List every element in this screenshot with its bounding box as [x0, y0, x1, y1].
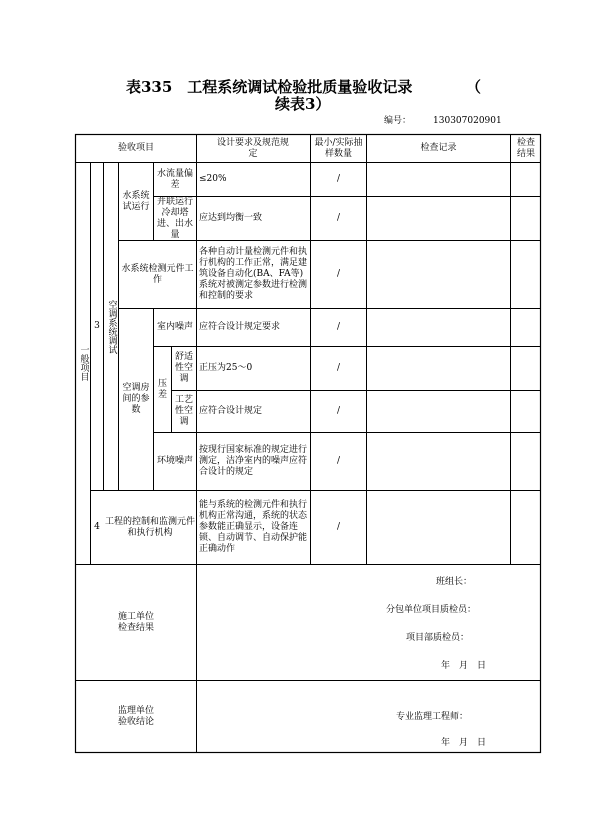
project-qc-label: 项目部质检员：	[406, 633, 470, 643]
title-main: 表335 工程系统调试检验批质量验收记录	[126, 78, 413, 96]
comfort-ac-req: 正压为25～0	[199, 363, 253, 373]
env-noise-label: 环境噪声	[156, 456, 193, 466]
room-params-label: 空调房间的参数	[122, 383, 150, 415]
item-number-4: 4	[94, 522, 100, 532]
header-record: 检查记录	[420, 143, 457, 153]
construction-date: 年 月 日	[441, 661, 487, 671]
header-item: 验收项目	[117, 143, 154, 153]
noise-sample: /	[336, 322, 341, 332]
ac-system-test-label: 空调系统调试	[106, 299, 117, 354]
process-ac-label: 工艺性空调	[174, 395, 193, 427]
code-value: 130307020901	[433, 116, 502, 126]
cooling-tower-req: 应达到均衡一致	[199, 213, 263, 223]
general-items-label: 一般项目	[78, 345, 89, 381]
header-design: 设计要求及规范规定	[217, 137, 290, 159]
control-element-label: 工程的控制和监测元件和执行机构	[104, 516, 195, 538]
supervision-label: 监理单位验收结论	[117, 705, 154, 727]
comfort-ac-label: 舒适性空调	[174, 352, 193, 384]
indoor-noise-req: 应符合设计规定要求	[199, 322, 281, 332]
water-system-label: 水系统试运行	[122, 190, 150, 212]
construction-result-label: 施工单位检查结果	[117, 611, 154, 633]
detect-sample: /	[336, 269, 341, 279]
item-number-3: 3	[94, 321, 100, 331]
process-ac-req: 应符合设计规定	[199, 406, 263, 416]
header-sample: 最小/实际抽样数量	[314, 137, 363, 159]
detect-element-req: 各种自动计量检测元件和执行机构的工作正常，满足建筑设备自动化(BA、FA等)系统对被测定参数进行检测和控制的要求	[199, 247, 308, 301]
sub-qc-label: 分包单位项目质检员：	[386, 605, 477, 615]
control-element-req: 能与系统的检测元件和执行机构正常沟通，系统的状态参数能正确显示，设备连锁、自动调节、自动保护能正确动作	[199, 500, 308, 554]
cooling-tower-label: 并联运行冷却塔进、出水量	[156, 196, 193, 240]
control-sample: /	[336, 522, 341, 532]
code-label: 编号：	[384, 116, 412, 126]
env-noise-req: 按现行国家标准的规定进行测定，洁净室内的噪声应符合设计的规定	[199, 445, 308, 477]
flow-sample: /	[336, 174, 341, 184]
tower-sample: /	[336, 213, 341, 223]
flow-deviation-req: ≤20%	[199, 174, 227, 184]
supervision-engineer-label: 专业监理工程师：	[396, 712, 469, 722]
indoor-noise-label: 室内噪声	[156, 322, 193, 332]
supervision-date: 年 月 日	[441, 738, 487, 748]
env-sample: /	[336, 456, 341, 466]
pressure-diff-label: 压差	[157, 378, 167, 400]
detect-element-label: 水系统检测元件工作	[121, 263, 194, 285]
header-result: 检查结果	[516, 137, 535, 159]
process-sample: /	[336, 406, 341, 416]
team-leader-label: 班组长：	[436, 577, 473, 587]
title-continued: 续表3）	[275, 95, 331, 113]
comfort-sample: /	[336, 363, 341, 373]
title-paren: （	[466, 78, 482, 96]
flow-deviation-label: 水流量偏差	[156, 168, 193, 190]
